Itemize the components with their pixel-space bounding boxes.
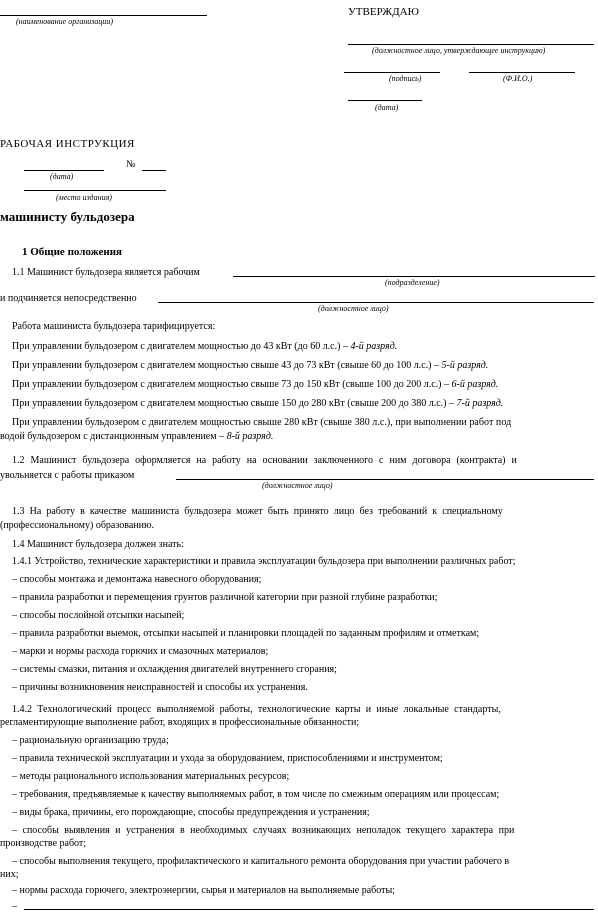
- p1-2-official-caption: (должностное лицо): [262, 481, 333, 490]
- tariff-3-grade: 6-й разряд.: [451, 379, 499, 390]
- doc-title: РАБОЧАЯ ИНСТРУКЦИЯ: [0, 138, 135, 150]
- tariff-4: При управлении бульдозером с двигателем мощностью свыше 150 до 280 кВт (свыше 200 до 380 л.с.) – 7-й разряд.: [12, 398, 504, 409]
- list-item: – правила технической эксплуатации и ухода за оборудованием, приспособлениями и инструментом;: [12, 753, 443, 764]
- p1-3-line1: 1.3 На работу в качестве машиниста бульдозера может быть принято лицо без требований к специальному: [12, 506, 503, 517]
- tariff-1-grade: 4-й разряд.: [350, 341, 398, 352]
- doc-date-line: [24, 170, 104, 171]
- tariff-1: При управлении бульдозером с двигателем мощностью до 43 кВт (до 60 л.с.) – 4-й разряд.: [12, 341, 398, 352]
- list-item: – причины возникновения неисправностей и способы их устранения.: [12, 682, 308, 693]
- p1-4: 1.4 Машинист бульдозера должен знать:: [12, 539, 184, 550]
- p1-4-2-line1: 1.4.2 Технологический процесс выполняемой работы, технологические карты и иные локальные стандарты,: [12, 704, 501, 715]
- p1-1-sub-text: и подчиняется непосредственно: [0, 293, 137, 304]
- section-heading: 1 Общие положения: [22, 246, 122, 258]
- fio-line: [469, 72, 575, 73]
- p1-1-text: 1.1 Машинист бульдозера является рабочим: [12, 267, 200, 278]
- list-item-blank-dash: –: [12, 901, 17, 912]
- signature-line: [344, 72, 440, 73]
- list-item: – системы смазки, питания и охлаждения двигателей внутреннего сгорания;: [12, 664, 337, 675]
- signature-caption: (подпись): [389, 74, 422, 83]
- list-item: – способы выполнения текущего, профилактического и капитального ремонта оборудования при участии рабочего в: [12, 856, 510, 867]
- doc-place-caption: (место издания): [56, 193, 112, 202]
- list-item: – методы рационального использования материальных ресурсов;: [12, 771, 290, 782]
- doc-subject: машинисту бульдозера: [0, 209, 135, 224]
- list-item: – способы выявления и устранения в необходимых случаях возникающих неполадок текущего характера при: [12, 825, 515, 836]
- p1-4-2-line2: регламентирующие выполнение работ, входящих в профессиональные обязанности;: [0, 717, 360, 728]
- p1-3-line2: (профессиональному) образованию.: [0, 520, 154, 531]
- approver-position-line: [348, 44, 594, 45]
- approve-date-line: [348, 100, 422, 101]
- p1-2-official-line: [176, 479, 594, 480]
- p1-1-manager-line: [158, 302, 594, 303]
- org-name-line: [0, 15, 207, 16]
- list-item-continuation: производстве работ;: [0, 838, 87, 849]
- tariff-2-grade: 5-й разряд.: [441, 360, 489, 371]
- approve-title: УТВЕРЖДАЮ: [348, 6, 419, 18]
- doc-date-caption: (дата): [50, 172, 74, 181]
- list-item: – правила разработки и перемещения грунтов различной категории при разной глубине разработки;: [12, 592, 438, 603]
- list-item: – требования, предъявляемые к качеству выполняемых работ, в том числе по смежным операциям или процессам;: [12, 789, 500, 800]
- list-item: – рациональную организацию труда;: [12, 735, 169, 746]
- p1-4-1: 1.4.1 Устройство, технические характеристики и правила эксплуатации бульдозера при выполнении различных работ;: [12, 556, 516, 567]
- list-item: – правила разработки выемок, отсыпки насыпей и планировки площадей по заданным профилям и отметкам;: [12, 628, 480, 639]
- tariff-4-grade: 7-й разряд.: [456, 398, 504, 409]
- approver-position-caption: (должностное лицо, утверждающее инструкцию): [372, 46, 546, 55]
- doc-number-line: [142, 170, 166, 171]
- p1-2-line1: 1.2 Машинист бульдозера оформляется на работу на основании заключенного с ним договора (контракта) и: [12, 455, 517, 466]
- list-item: – виды брака, причины, его порождающие, способы предупреждения и устранения;: [12, 807, 370, 818]
- tariff-2: При управлении бульдозером с двигателем мощностью свыше 43 до 73 кВт (свыше 60 до 100 л.с.) – 5-й разряд.: [12, 360, 489, 371]
- list-item: – способы монтажа и демонтажа навесного оборудования;: [12, 574, 262, 585]
- tariff-3: При управлении бульдозером с двигателем мощностью свыше 73 до 150 кВт (свыше 100 до 200 л.с.) – 6-й разряд.: [12, 379, 499, 390]
- list-item-continuation: них;: [0, 869, 19, 880]
- org-name-caption: (наименование организации): [16, 17, 114, 26]
- tariff-intro: Работа машиниста бульдозера тарифицируется:: [12, 321, 216, 332]
- fio-caption: (Ф.И.О.): [503, 74, 533, 83]
- list-item-blank-line: [24, 909, 594, 910]
- p1-2-line2: увольняется с работы приказом: [0, 470, 135, 481]
- tariff-5-grade: 8-й разряд.: [226, 431, 274, 442]
- tariff-5-line2: водой бульдозером с дистанционным управлением – 8-й разряд.: [0, 431, 274, 442]
- list-item: – марки и нормы расхода горючих и смазочных материалов;: [12, 646, 269, 657]
- list-item: – способы послойной отсыпки насыпей;: [12, 610, 185, 621]
- p1-1-division-line: [233, 276, 595, 277]
- approve-date-caption: (дата): [375, 103, 399, 112]
- doc-number-sign: №: [126, 159, 136, 170]
- tariff-5-line1: При управлении бульдозером с двигателем мощностью свыше 280 кВт (свыше 380 л.с.), при выполнении работ под: [12, 417, 512, 428]
- list-item: – нормы расхода горючего, электроэнергии, сырья и материалов на выполняемые работы;: [12, 885, 395, 896]
- p1-1-division-caption: (подразделение): [385, 278, 440, 287]
- p1-1-manager-caption: (должностное лицо): [318, 304, 389, 313]
- doc-place-line: [24, 190, 166, 191]
